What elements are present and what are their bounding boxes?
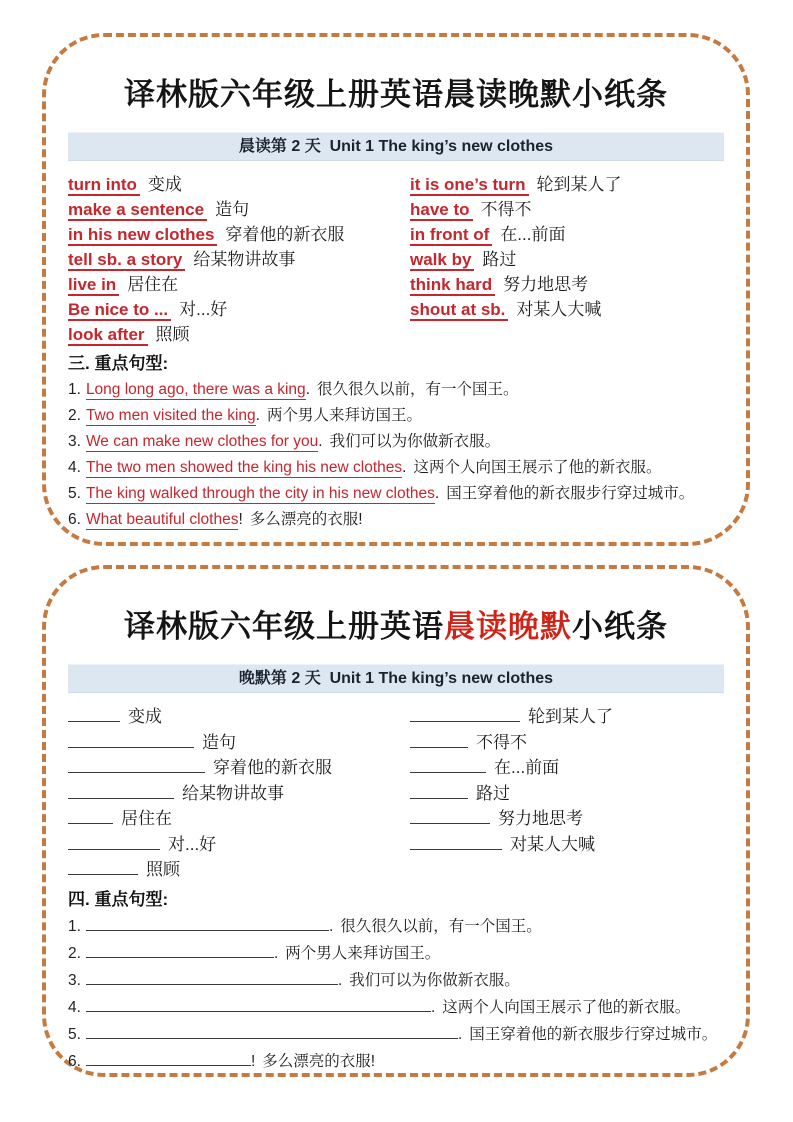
sentence-number: 5. [68,485,81,502]
dictation-blanks-section [68,704,724,883]
vocab-row [410,297,724,322]
fill-blank-line [68,705,120,722]
sentence-english: We can make new clothes for you [85,433,319,450]
blank-chinese: 照顾 [146,860,180,879]
sentence-english: Long long ago, there was a king [85,381,306,398]
sentence-punct: . [402,459,407,476]
vocab-section [68,172,724,347]
vocab-chinese: 努力地思考 [503,275,589,294]
fill-blank-line [410,833,502,850]
fill-blank-line [410,756,486,773]
fill-blank-line [86,941,274,958]
title-red-part: 晨读晚默 [444,609,572,644]
vocab-column-left [68,172,410,347]
evening-dictation-card [42,565,750,1077]
key-sentences-heading: 四. 重点句型: [68,889,169,909]
fill-blank-line [68,731,194,748]
vocab-english: in his new clothes [68,225,217,246]
sentence-chinese: 两个男人来拜访国王。 [285,944,441,962]
morning-card-title: 译林版六年级上册英语晨读晚默小纸条 [124,77,668,112]
vocab-english: Be nice to ... [68,300,171,321]
sentence-punct: . [318,433,323,450]
vocab-chinese: 在...前面 [500,225,566,244]
fill-blank-line [410,807,490,824]
sentence-chinese: 国王穿着他的新衣服步行穿过城市。 [446,485,695,502]
sentence-chinese: 多么漂亮的衣服! [249,511,363,528]
vocab-chinese: 路过 [482,250,517,269]
blank-row [410,755,724,781]
sentence-punct: . [328,917,334,935]
sentence-chinese: 这两个人向国王展示了他的新衣服。 [413,459,662,476]
vocab-row [68,322,410,347]
sentence-punct: ! [250,1052,256,1070]
sentence-chinese: 两个男人来拜访国王。 [266,407,422,424]
blank-chinese: 努力地思考 [498,809,583,828]
blank-row [68,857,410,883]
sentence-punct: . [305,381,310,398]
sentence-blank-row [68,913,724,940]
blank-row [68,755,410,781]
sentence-punct: . [430,998,436,1016]
fill-blank-line [68,807,113,824]
blank-chinese: 轮到某人了 [528,707,613,726]
blank-row [68,781,410,807]
vocab-row [410,272,724,297]
sentence-number: 1. [68,381,81,398]
vocab-english: tell sb. a story [68,250,185,271]
fill-blank-line [86,995,431,1012]
vocab-english: look after [68,325,148,346]
sentence-number: 1. [68,917,81,935]
sentence-punct: . [255,407,260,424]
sentence-row [68,455,724,481]
vocab-row [68,197,410,222]
sentence-number: 2. [68,944,81,962]
fill-blank-line [68,782,174,799]
fill-blank-line [86,1049,251,1066]
blank-row [410,730,724,756]
sentence-chinese: 多么漂亮的衣服! [262,1052,376,1070]
vocab-english: it is one’s turn [410,175,529,196]
blank-chinese: 对...好 [168,834,217,854]
vocab-row [410,247,724,272]
vocab-english: think hard [410,275,495,296]
morning-unit-header-bar: 晨读第 2 天 Unit 1 The king’s new clothes [68,132,724,161]
fill-blank-line [410,782,468,799]
blank-row [410,806,724,832]
sentence-number: 2. [68,407,81,424]
vocab-chinese: 穿着他的新衣服 [225,225,345,244]
fill-blank-line [410,705,520,722]
fill-blank-line [86,968,338,985]
sentence-blank-row [68,967,724,994]
blank-chinese: 在...前面 [494,758,560,777]
sentence-blank-row [68,994,724,1021]
fill-blank-line [68,858,138,875]
sentence-punct: . [337,971,343,989]
vocab-chinese: 不得不 [480,200,532,219]
blank-chinese: 变成 [128,707,162,726]
vocab-english: walk by [410,250,474,271]
vocab-english: live in [68,275,119,296]
sentence-blank-row [68,1021,724,1048]
sentence-punct: ! [238,511,243,528]
blank-chinese: 给某物讲故事 [182,783,284,803]
sentence-punct: . [434,485,440,502]
sentence-chinese: 很久很久以前，有一个国王。 [317,381,519,398]
fill-blank-line [86,914,329,931]
blanks-column-right [410,704,724,883]
sentence-chinese: 我们可以为你做新衣服。 [349,971,520,989]
sentence-chinese: 这两个人向国王展示了他的新衣服。 [442,998,691,1016]
key-sentences-list [68,377,724,533]
sentence-row [68,377,724,403]
morning-reading-card [42,33,750,546]
vocab-column-right [410,172,724,347]
vocab-row [410,172,724,197]
sentence-punct: . [273,944,279,962]
sentence-row [68,507,724,533]
vocab-row [68,247,410,272]
fill-blank-line [410,731,468,748]
dictation-sentences-list [68,913,724,1075]
evening-unit-header-bar: 晚默第 2 天 Unit 1 The king’s new clothes [68,664,724,693]
evening-card-content [46,569,746,1075]
sentence-blank-row [68,940,724,967]
sentence-number: 3. [68,971,81,989]
vocab-chinese: 对...好 [179,300,228,319]
blank-row [68,832,410,858]
sentence-number: 4. [68,998,81,1016]
sentence-chinese: 国王穿着他的新衣服步行穿过城市。 [469,1025,718,1043]
sentence-english: The king walked through the city in his new clothes [85,485,435,502]
sentence-english: The two men showed the king his new clothes [85,459,403,476]
sentence-row [68,481,724,507]
evening-card-title [68,601,724,646]
blank-row [410,832,724,858]
blank-chinese: 对某人大喊 [510,834,595,854]
vocab-chinese: 给某物讲故事 [193,250,296,269]
fill-blank-line [86,1022,458,1039]
blanks-column-left [68,704,410,883]
sentence-english: Two men visited the king [85,407,256,424]
sentence-number: 3. [68,433,81,450]
vocab-row [410,222,724,247]
blank-row [68,806,410,832]
morning-card-content [46,37,746,533]
vocab-chinese: 轮到某人了 [536,175,622,194]
sentence-number: 6. [68,1052,81,1070]
blank-chinese: 穿着他的新衣服 [213,758,332,777]
vocab-english: make a sentence [68,200,207,221]
sentence-english: What beautiful clothes [85,511,239,528]
fill-blank-line [68,756,205,773]
sentence-blank-row [68,1048,724,1075]
sentence-chinese: 很久很久以前，有一个国王。 [340,917,542,935]
blank-chinese: 不得不 [476,732,527,752]
vocab-english: turn into [68,175,140,196]
sentence-number: 6. [68,511,81,528]
blank-chinese: 造句 [202,732,236,752]
title-black-left: 译林版六年级上册英语 [124,609,444,644]
vocab-row [68,297,410,322]
blank-row [410,704,724,730]
vocab-english: in front of [410,225,492,246]
key-sentences-heading: 三. 重点句型: [68,354,169,373]
blank-row [410,781,724,807]
vocab-row [68,222,410,247]
vocab-chinese: 居住在 [127,275,179,294]
title-black-right: 小纸条 [572,609,668,644]
blank-chinese: 路过 [476,783,510,803]
vocab-row [68,172,410,197]
sentence-number: 5. [68,1025,81,1043]
sentence-chinese: 我们可以为你做新衣服。 [329,433,501,450]
blank-row [68,730,410,756]
fill-blank-line [68,833,160,850]
vocab-english: shout at sb. [410,300,508,321]
sentence-row [68,403,724,429]
sentence-row [68,429,724,455]
vocab-chinese: 造句 [215,200,250,219]
blank-chinese: 居住在 [121,809,172,828]
vocab-chinese: 对某人大喊 [516,300,602,319]
vocab-chinese: 变成 [147,175,182,194]
blank-row [68,704,410,730]
sentence-punct: . [457,1025,463,1043]
sentence-number: 4. [68,459,81,476]
vocab-row [410,197,724,222]
vocab-english: have to [410,200,473,221]
vocab-row [68,272,410,297]
vocab-chinese: 照顾 [155,325,190,344]
